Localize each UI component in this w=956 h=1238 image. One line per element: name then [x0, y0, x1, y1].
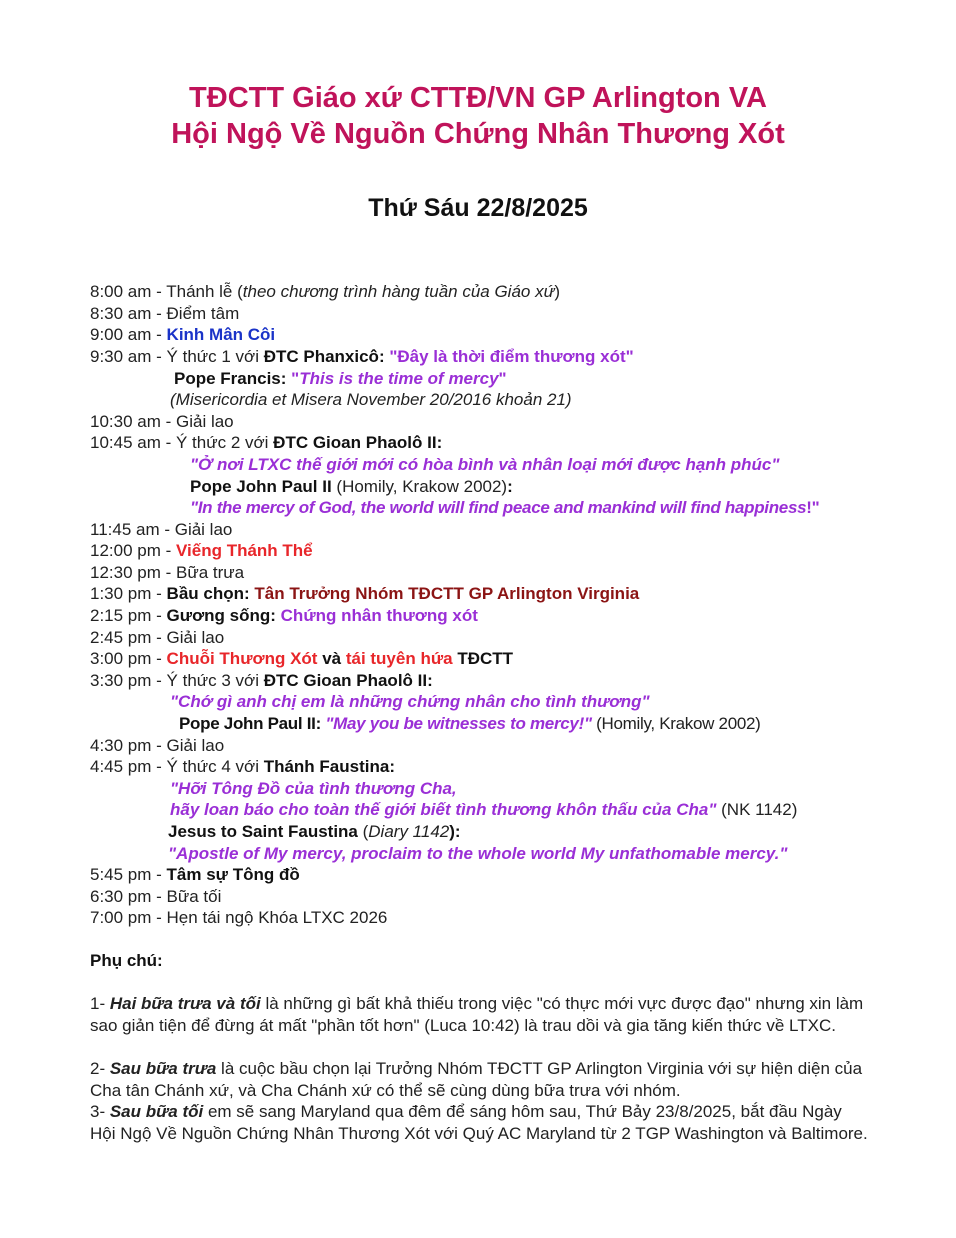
- title-line-1: TĐCTT Giáo xứ CTTĐ/VN GP Arlington VA: [189, 82, 767, 114]
- jesus-faustina-line: Jesus to Saint Faustina (Diary 1142):: [168, 822, 461, 841]
- quote-4-vn-b: hãy loan báo cho toàn thế giới biết tình thương khôn thấu của Cha" (NK 1142): [170, 800, 798, 819]
- item-1200: 12:00 pm - Viếng Thánh Thể: [90, 541, 313, 560]
- jp2-line: Pope John Paul II (Homily, Krakow 2002):: [190, 477, 513, 496]
- note-1: 1- Hai bữa trưa và tối là những gì bất khả thiếu trong việc "có thực mới vực được đạo" nhưng xin làm sao giản tiện để đừng át mất "phần tốt hơn" (Luca 10:42) là trau dồi và gia tăng kiến thức về LTXC.: [90, 994, 864, 1035]
- item-430: 4:30 pm - Giải lao: [90, 736, 225, 755]
- item-800: 8:00 am - Thánh lễ (theo chương trình hàng tuần của Giáo xứ): [90, 282, 561, 301]
- item-445: 4:45 pm - Ý thức 4 với Thánh Faustina:: [90, 757, 395, 776]
- note-3: 3- Sau bữa tối em sẽ sang Maryland qua đêm để sáng hôm sau, Thứ Bảy 23/8/2025, bắt đầu Ngày Hội Ngộ Về Nguồn Chứng Nhân Thương Xót với Quý AC Maryland từ 2 TGP Washington và Baltimore.: [90, 1102, 868, 1143]
- item-700: 7:00 pm - Hẹn tái ngộ Khóa LTXC 2026: [90, 908, 388, 927]
- quote-2-vn: "Ở nơi LTXC thế giới mới có hòa bình và nhân loại mới được hạnh phúc": [190, 455, 780, 474]
- item-130: 1:30 pm - Bầu chọn: Tân Trưởng Nhóm TĐCTT GP Arlington Virginia: [90, 584, 640, 603]
- item-1045: 10:45 am - Ý thức 2 với ĐTC Gioan Phaolô II:: [90, 433, 443, 452]
- quote-2-en: "In the mercy of God, the world will find peace and mankind will find happiness!": [190, 498, 820, 517]
- pope-francis-line: Pope Francis: "This is the time of mercy": [174, 369, 507, 388]
- item-300: 3:00 pm - Chuỗi Thương Xót và tái tuyên hứa TĐCTT: [90, 649, 514, 668]
- item-1030: 10:30 am - Giải lao: [90, 412, 234, 431]
- item-900: 9:00 am - Kinh Mân Côi: [90, 325, 276, 344]
- item-830: 8:30 am - Điểm tâm: [90, 304, 240, 323]
- title-line-2: Hội Ngộ Về Nguồn Chứng Nhân Thương Xót: [171, 118, 785, 150]
- note-2: 2- Sau bữa trưa là cuộc bầu chọn lại Trưởng Nhóm TĐCTT GP Arlington Virginia với sự hiện diện của Cha tân Chánh xứ, và Cha Chánh xứ có thể sẽ cùng dùng bữa trưa với nhóm.: [90, 1059, 863, 1100]
- item-215: 2:15 pm - Gương sống: Chứng nhân thương xót: [90, 606, 478, 625]
- quote-4-vn-a: "Hỡi Tông Đồ của tình thương Cha,: [170, 779, 457, 798]
- item-245: 2:45 pm - Giải lao: [90, 628, 225, 647]
- misericordia-source: (Misericordia et Misera November 20/2016 khoản 21): [170, 390, 572, 409]
- item-1145: 11:45 am - Giải lao: [90, 520, 233, 539]
- item-630: 6:30 pm - Bữa tối: [90, 887, 222, 906]
- quote-3-vn: "Chớ gì anh chị em là những chứng nhân cho tình thương": [170, 692, 650, 711]
- item-1230: 12:30 pm - Bữa trưa: [90, 563, 245, 582]
- item-330: 3:30 pm - Ý thức 3 với ĐTC Gioan Phaolô II:: [90, 671, 433, 690]
- quote-4-en: "Apostle of My mercy, proclaim to the whole world My unfathomable mercy.": [168, 844, 788, 863]
- notes-heading: Phụ chú:: [90, 951, 163, 970]
- item-545: 5:45 pm - Tâm sự Tông đồ: [90, 865, 300, 884]
- item-930: 9:30 am - Ý thức 1 với ĐTC Phanxicô: "Đây là thời điểm thương xót": [90, 347, 634, 366]
- quote-3-en-line: Pope John Paul II: "May you be witnesses to mercy!" (Homily, Krakow 2002): [179, 714, 761, 733]
- schedule-date: Thứ Sáu 22/8/2025: [368, 194, 588, 222]
